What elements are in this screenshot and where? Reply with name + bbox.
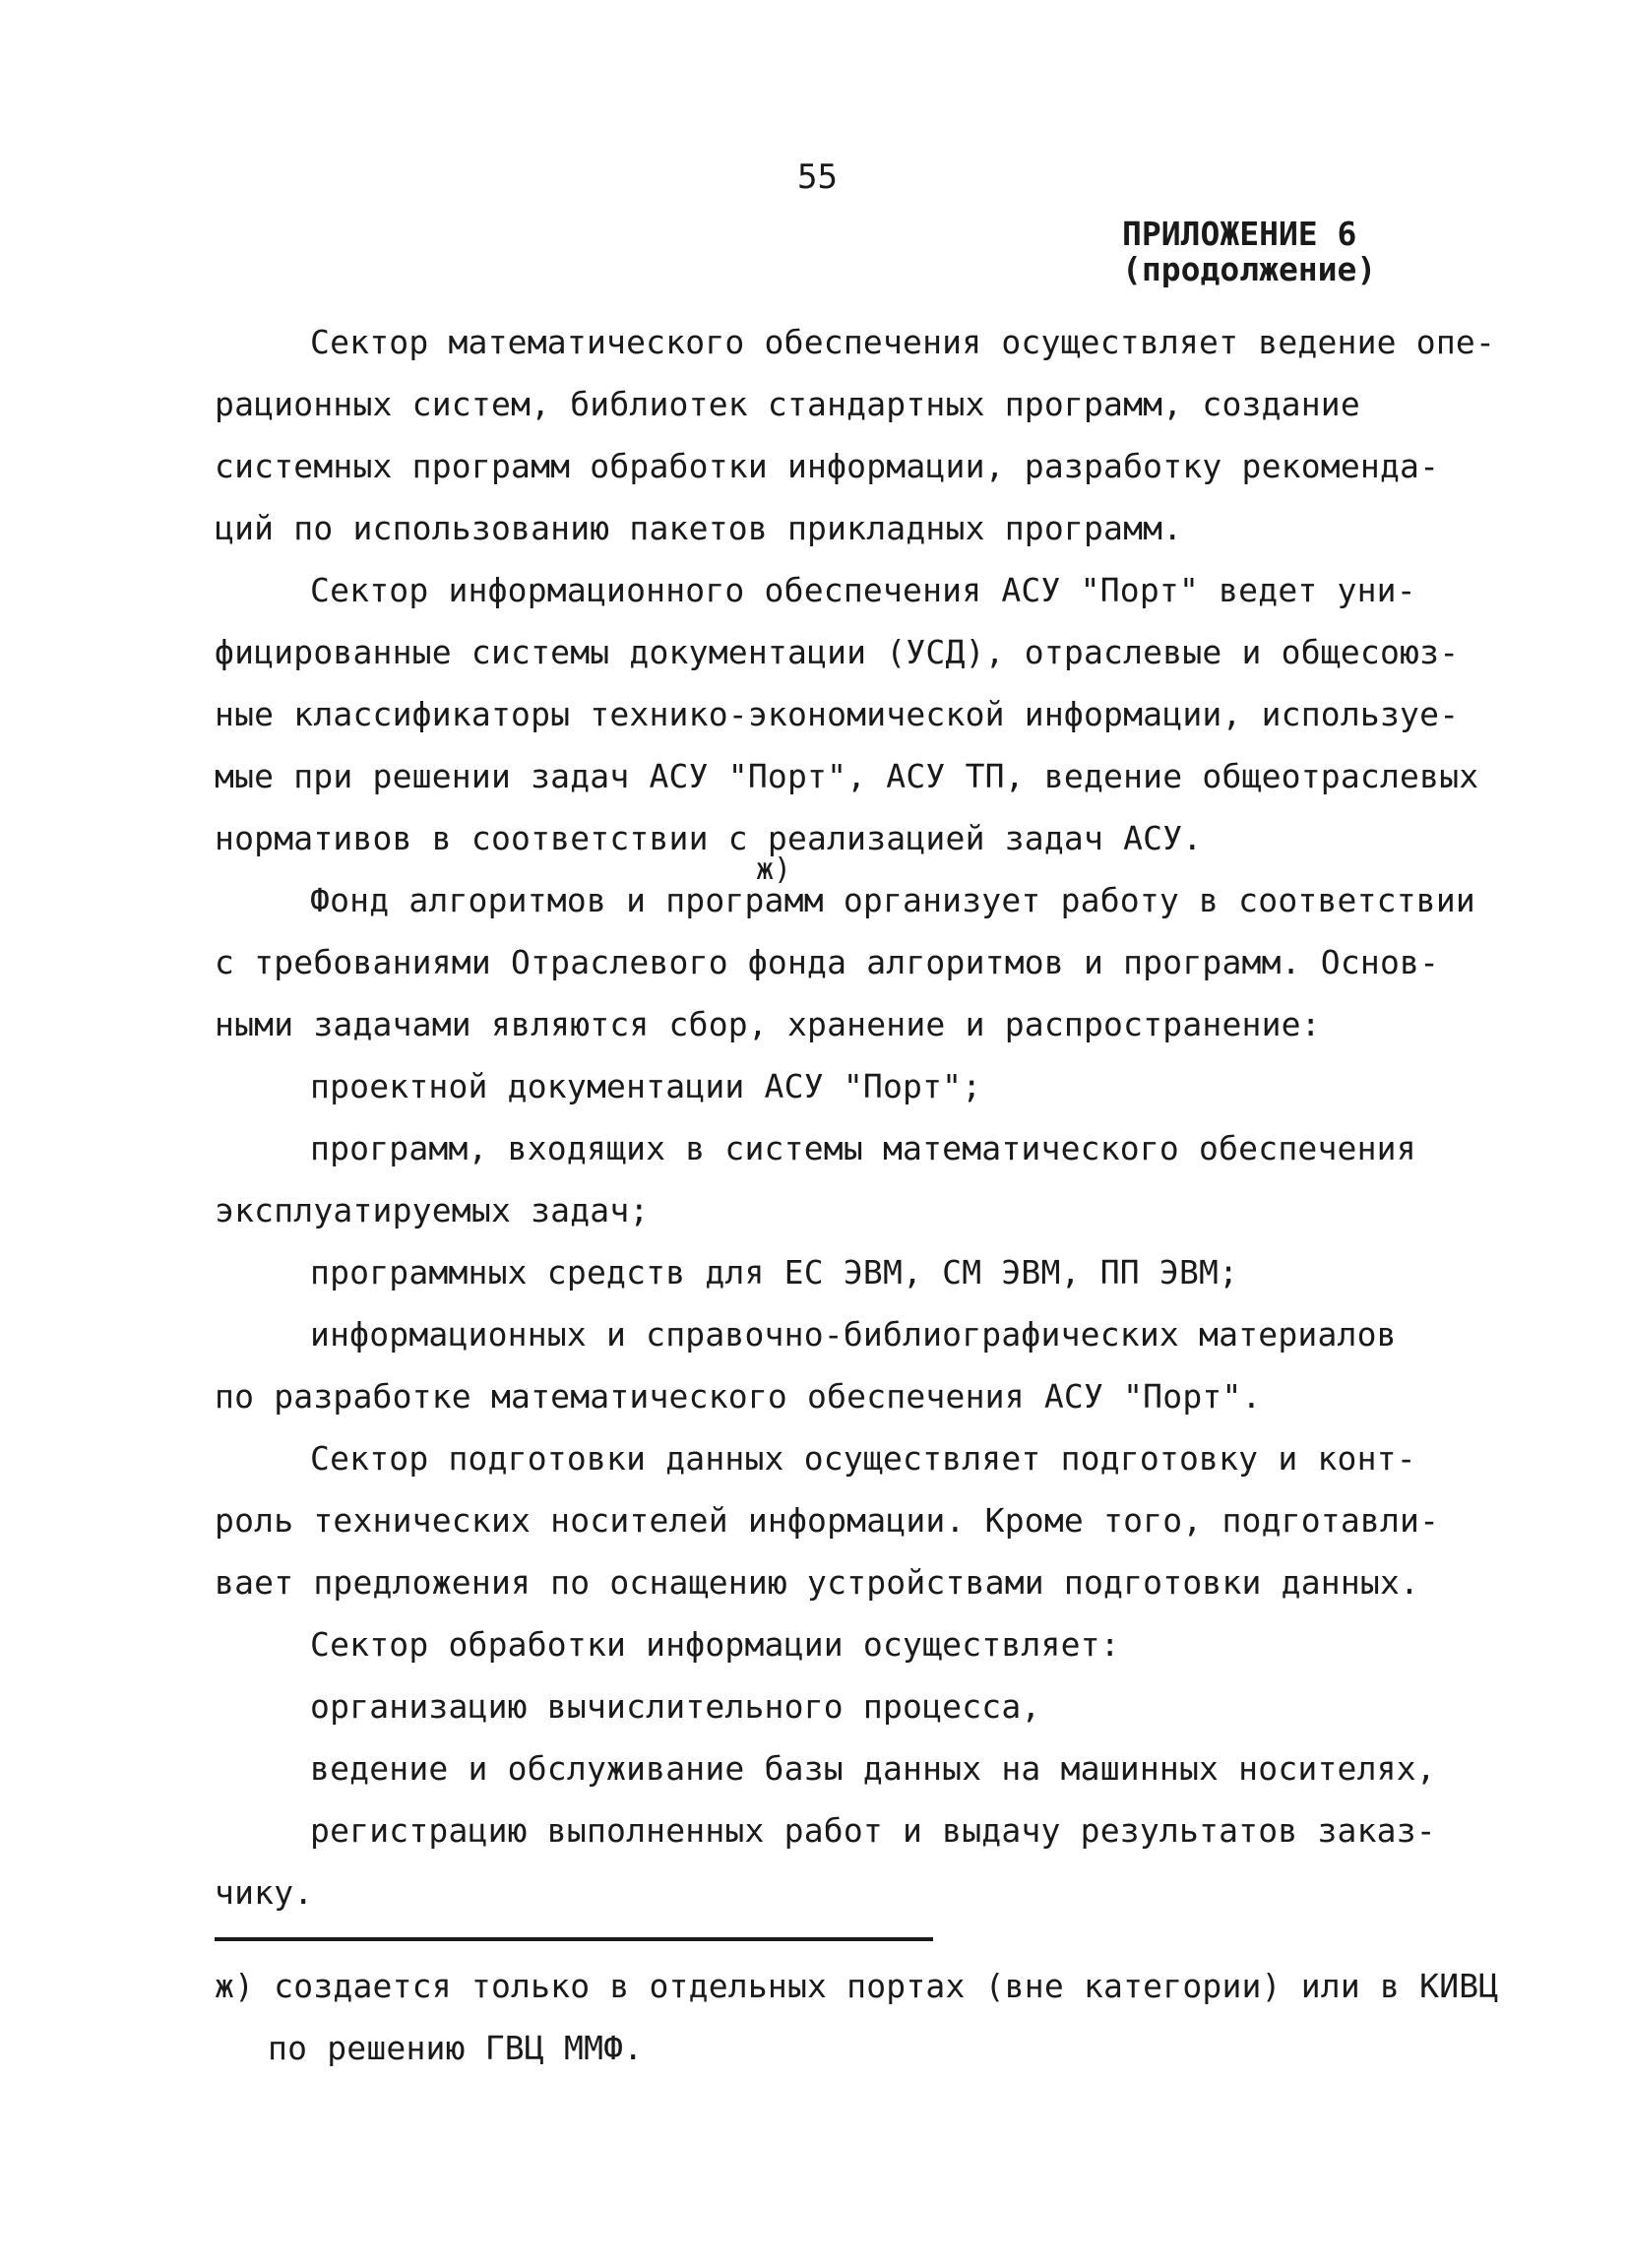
body-line: ными задачами являются сбор, хранение и распространение: <box>215 1005 1321 1043</box>
body-line: регистрацию выполненных работ и выдачу результатов заказ- <box>310 1811 1436 1850</box>
body-line: ведение и обслуживание базы данных на машинных носителях, <box>310 1749 1436 1788</box>
footnote-line: по решению ГВЦ ММФ. <box>268 2029 644 2067</box>
body-line: программ, входящих в системы математического обеспечения <box>310 1129 1416 1167</box>
body-line: Сектор математического обеспечения осуществляет ведение опе- <box>310 323 1496 361</box>
body-line: фицированные системы документации (УСД), отраслевые и общесоюз- <box>215 633 1460 671</box>
body-line: информационных и справочно-библиографических материалов <box>310 1315 1397 1354</box>
body-line: Фонд алгоритмов и программ организует работу в соответствии <box>310 881 1475 919</box>
body-line: с требованиями Отраслевого фонда алгоритмов и программ. Основ- <box>215 943 1440 981</box>
body-line: проектной документации АСУ "Порт"; <box>310 1067 982 1105</box>
page-number: 55 <box>797 158 838 197</box>
body-line: системных программ обработки информации, разработку рекоменда- <box>215 447 1440 485</box>
body-line: эксплуатируемых задач; <box>215 1191 650 1229</box>
footnote-marker: ж) <box>756 852 792 887</box>
body-line: рационных систем, библиотек стандартных программ, создание <box>215 385 1360 423</box>
footnote-separator <box>215 1937 933 1941</box>
body-line: чику. <box>215 1873 314 1912</box>
body-line: организацию вычислительного процесса, <box>310 1687 1041 1726</box>
body-line: по разработке математического обеспечения АСУ "Порт". <box>215 1377 1262 1416</box>
body-line: нормативов в соответствии с реализацией задач АСУ. <box>215 819 1203 857</box>
appendix-title: ПРИЛОЖЕНИЕ 6 <box>1122 215 1357 253</box>
body-line: вает предложения по оснащению устройствами подготовки данных. <box>215 1563 1420 1602</box>
body-line: Сектор информационного обеспечения АСУ "Порт" ведет уни- <box>310 571 1416 609</box>
body-line: ций по использованию пакетов прикладных программ. <box>215 509 1183 547</box>
appendix-header <box>1122 217 1376 287</box>
body-line: роль технических носителей информации. Кроме того, подготавли- <box>215 1501 1440 1540</box>
body-line: ные классификаторы технико-экономической информации, используе- <box>215 695 1460 733</box>
appendix-subtitle: (продолжение) <box>1122 250 1377 288</box>
footnote-line: ж) создается только в отдельных портах (вне категории) или в КИВЦ <box>215 1967 1499 2005</box>
body-line: мые при решении задач АСУ "Порт", АСУ ТП, ведение общеотраслевых <box>215 757 1479 795</box>
body-line: Сектор подготовки данных осуществляет подготовку и конт- <box>310 1439 1416 1478</box>
body-line: программных средств для ЕС ЭВМ, СМ ЭВМ, ПП ЭВМ; <box>310 1253 1239 1292</box>
body-line: Сектор обработки информации осуществляет: <box>310 1625 1120 1664</box>
